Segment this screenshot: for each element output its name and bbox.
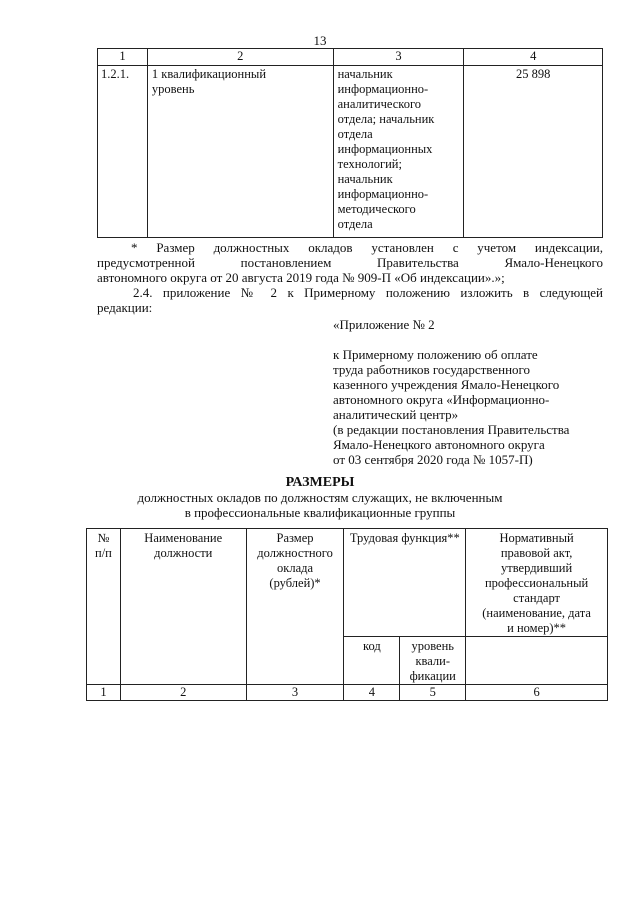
text-line: утвердивший [501,561,573,575]
text-line: должностных окладов по должностям служащих, не включенным [137,490,503,505]
header-cell: 2 [147,49,333,66]
appendix-title: «Приложение № 2 [333,317,435,332]
text-line: стандарт [513,591,561,605]
text-line: казенного учреждения Ямало-Ненецкого [333,377,560,392]
text-line: технологий; [337,157,402,171]
header-cell: 4 [464,49,603,66]
text-line: фикации [409,669,456,683]
text-line: правовой акт, [500,546,573,560]
header-cell-labor-function: Трудовая функция** [344,529,466,637]
text-line: п/п [95,546,112,560]
table-row [98,66,603,238]
text-line: информационно- [337,82,429,96]
text-line: Размер [276,531,314,545]
appendix-reference [333,347,569,467]
text-line: уровень [151,82,195,96]
column-number: 2 [120,685,246,701]
text-line: начальник [337,67,393,81]
text-line: аналитического [337,97,422,111]
text-line: методического [337,202,416,216]
document-subheading [0,490,640,520]
header-cell-qualification-level [400,637,466,685]
qualification-level [147,66,333,238]
page-number: 13 [313,33,327,48]
text-line: 2.4. приложение № 2 к Примерному положению изложить в следующей [133,285,603,300]
header-cell-empty [466,637,608,685]
text-line: Нормативный [499,531,574,545]
text-line: (наименование, дата [482,606,591,620]
text-line: автономного округа от 20 августа 2019 года № 909-П «Об индексации».»; [97,270,505,285]
text-line: Наименование [144,531,223,545]
text-line: к Примерному положению об оплате [333,347,538,362]
column-number: 5 [400,685,466,701]
text-line: квали- [415,654,450,668]
positions-cell [333,66,464,238]
header-cell-code: код [344,637,400,685]
text-line: оклада [277,561,314,575]
text-line: и номер)** [507,621,567,635]
text-line: труда работников государственного [333,362,531,377]
text-line: начальник [337,172,393,186]
salary-sizes-table [86,528,608,701]
document-heading: РАЗМЕРЫ [285,475,355,490]
text-line: профессиональный [484,576,589,590]
table-number-row [87,685,608,701]
text-line: информационных [337,142,433,156]
table-header-row [98,49,603,66]
header-cell-legal-act [466,529,608,637]
text-line: отдела [337,217,373,231]
header-cell-number [87,529,121,685]
text-line: (в редакции постановления Правительства [333,422,570,437]
salary-table-continued [97,48,603,238]
column-number: 4 [344,685,400,701]
header-cell-position-name [120,529,246,685]
row-number: 1.2.1. [98,66,148,238]
text-line: (рублей)* [269,576,321,590]
text-line: отдела; начальник [337,112,435,126]
footnote [97,240,603,285]
column-number: 3 [246,685,344,701]
header-cell: 1 [98,49,148,66]
text-line: в профессиональные квалификационные группы [184,505,456,520]
text-line: автономного округа «Информационно- [333,392,550,407]
header-cell-salary [246,529,344,685]
column-number: 1 [87,685,121,701]
text-line: информационно- [337,187,429,201]
text-line: должностного [257,546,333,560]
text-line: № [97,531,110,545]
text-line: Ямало-Ненецкого автономного округа [333,437,545,452]
text-line: предусмотренной постановлением Правительства Ямало-Ненецкого [97,255,603,270]
text-line: уровень [411,639,454,653]
column-number: 6 [466,685,608,701]
text-line: должности [154,546,213,560]
salary-value: 25 898 [464,66,603,238]
text-line: 1 квалификационный [151,67,267,81]
text-line: аналитический центр» [333,407,459,422]
table-header-row [87,529,608,637]
text-line: редакции: [97,300,153,315]
text-line: от 03 сентября 2020 года № 1057-П) [333,452,533,467]
header-cell: 3 [333,49,464,66]
text-line: отдела [337,127,373,141]
text-line: * Размер должностных окладов установлен с учетом индексации, [131,240,603,255]
amendment-paragraph [97,285,603,315]
